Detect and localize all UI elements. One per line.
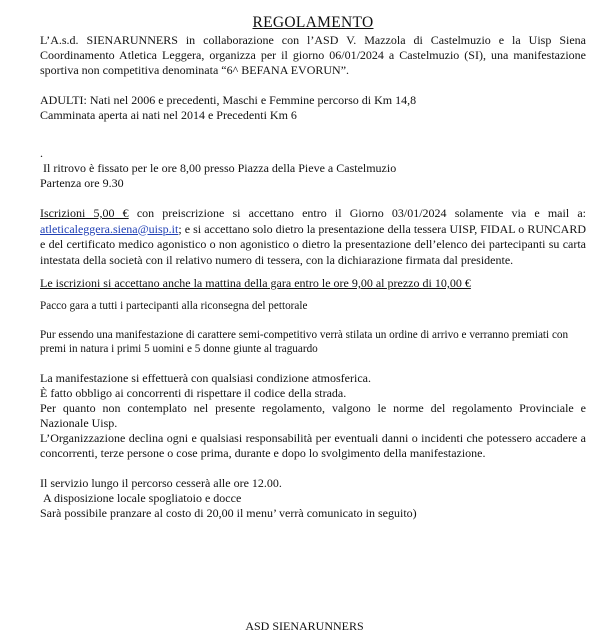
iscrizioni-text-1: con preiscrizione si accettano entro il Giorno 03/01/2024 solamente via e mail a:	[128, 206, 586, 220]
footer-signature: ASD SIENARUNNERS	[245, 619, 364, 633]
servizio-line: Il servizio lungo il percorso cesserà alle ore 12.00.	[40, 476, 282, 490]
ordine-paragraph: Pur essendo una manifestazione di carattere semi-competitivo verrà stilata un ordine di arrivo e verranno premiati con premi in natura i primi 5 uomini e 5 donne giunte al traguardo	[40, 329, 569, 355]
spogliatoio-line: A disposizione locale spogliatoio e docce	[43, 491, 242, 505]
iscrizioni-paragraph	[40, 206, 586, 268]
intro-paragraph: L’A.s.d. SIENARUNNERS in collaborazione con l’ASD V. Mazzola di Castelmuzio e la Uisp Siena Coordinamento Atletica Leggera, organizza per il giorno 06/01/2024 a Castelmuzio (SI), una manifestazione sportiva non competitiva denominata “6^ BEFANA EVORUN”.	[40, 33, 586, 77]
condizioni-line-2: È fatto obbligo ai concorrenti di rispettare il codice della strada.	[40, 386, 347, 400]
iscrizioni-text-2: ; e si accettano solo dietro la presentazione della tessera UISP, FIDAL o RUNCARD e del certificato medico agonistico o non agonistico o dietro la presentazione dell’elenco dei partecipanti su carta intestata della società con il relativo numero di tessera, con la dichiarazione firmata dal presidente.	[40, 221, 586, 267]
pranzo-line: Sarà possibile pranzare al costo di 20,00 il menu’ verrà comunicato in seguito)	[40, 506, 417, 520]
pacco-line: Pacco gara a tutti i partecipanti alla riconsegna del pettorale	[40, 300, 308, 312]
ritrovo-line: Il ritrovo è fissato per le ore 8,00 presso Piazza della Pieve a Castelmuzio	[43, 161, 397, 175]
condizioni-line-4: L’Organizzazione declina ogni e qualsiasi responsabilità per eventuali danni o incidenti che potessero accadere a concorrenti, terze persone o cose prima, durante e dopo lo svolgimento della manifestazione.	[40, 431, 586, 460]
condizioni-line-3: Per quanto non contemplato nel presente regolamento, valgono le norme del regolamento Provinciale e Nazionale Uisp.	[40, 401, 586, 430]
mattina-line: Le iscrizioni si accettano anche la mattina della gara entro le ore 9,00 al prezzo di 10,00 €	[40, 276, 471, 290]
regulation-document	[40, 14, 586, 521]
adulti-line: ADULTI: Nati nel 2006 e precedenti, Maschi e Femmine percorso di Km 14,8	[40, 93, 417, 107]
camminata-line: Camminata aperta ai nati nel 2014 e Precedenti Km 6	[40, 108, 297, 122]
email-link[interactable]: atleticaleggera.siena@uisp.it	[40, 221, 179, 236]
condizioni-line-1: La manifestazione si effettuerà con qualsiasi condizione atmosferica.	[40, 371, 371, 385]
document-title: REGOLAMENTO	[252, 14, 374, 31]
partenza-line: Partenza ore 9.30	[40, 176, 124, 190]
iscrizioni-label: Iscrizioni 5,00 €	[40, 206, 129, 220]
dot-line: .	[40, 146, 43, 160]
